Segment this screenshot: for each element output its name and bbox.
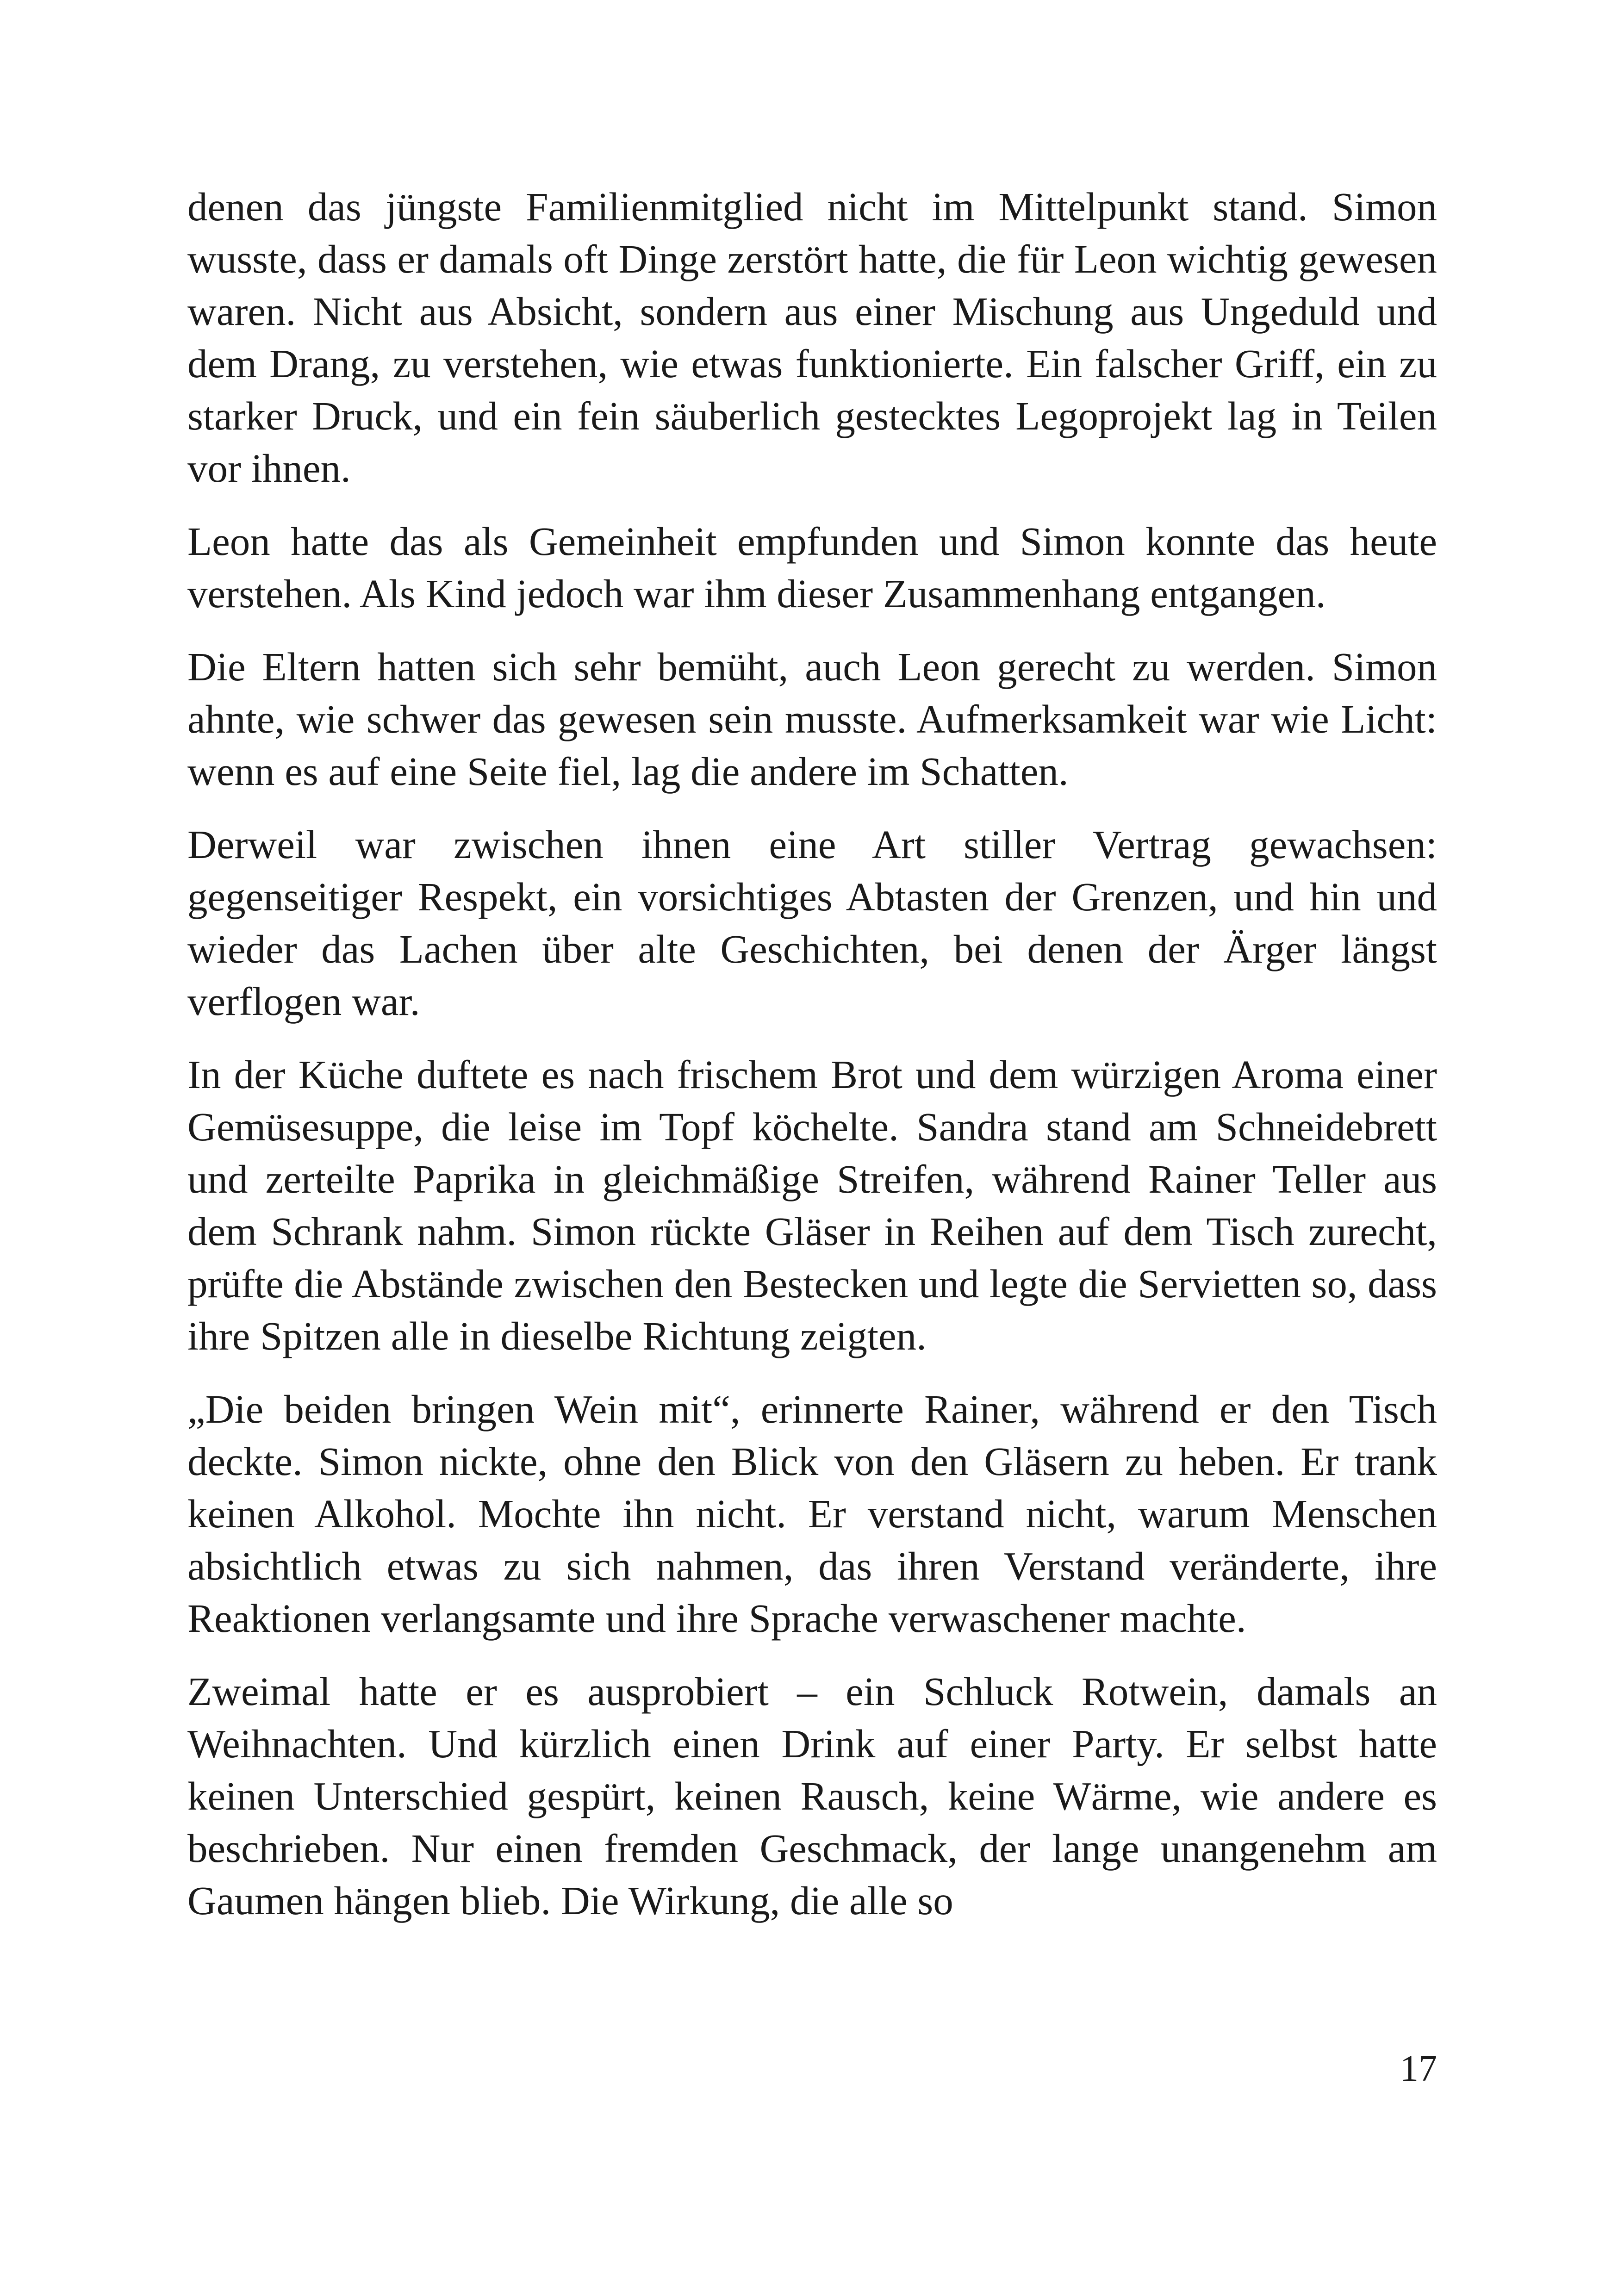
paragraph-4: Derweil war zwischen ihnen eine Art stiller Vertrag gewachsen: gegenseitiger Respekt, ein vorsichtiges Abtasten der Grenzen, und hin und wieder das Lachen über alte Geschichten, bei denen der Ärger längst verflogen war.	[187, 822, 1437, 1024]
body-text	[187, 180, 1437, 1948]
paragraph-2: Leon hatte das als Gemeinheit empfunden und Simon konnte das heute verstehen. Als Kind jedoch war ihm dieser Zusammenhang entgangen.	[187, 519, 1437, 616]
paragraph-6: „Die beiden bringen Wein mit“, erinnerte Rainer, während er den Tisch deckte. Simon nickte, ohne den Blick von den Gläsern zu heben. Er trank keinen Alkohol. Mochte ihn nicht. Er verstand nicht, warum Menschen absichtlich etwas zu sich nahmen, das ihren Verstand veränderte, ihre Reaktionen verlangsamte und ihre Sprache verwaschener machte.	[187, 1387, 1437, 1641]
paragraph-7: Zweimal hatte er es ausprobiert – ein Schluck Rotwein, damals an Weihnachten. Und kürzlich einen Drink auf einer Party. Er selbst hatte keinen Unterschied gespürt, keinen Rausch, keine Wärme, wie andere es beschrieben. Nur einen fremden Geschmack, der lange unangenehm am Gaumen hängen blieb. Die Wirkung, die alle so	[187, 1669, 1437, 1923]
paragraph-1: denen das jüngste Familienmitglied nicht im Mittelpunkt stand. Simon wusste, dass er damals oft Dinge zerstört hatte, die für Leon wichtig gewesen waren. Nicht aus Absicht, sondern aus einer Mischung aus Ungeduld und dem Drang, zu verstehen, wie etwas funktionierte. Ein falscher Griff, ein zu starker Druck, und ein fein säuberlich gestecktes Legoprojekt lag in Teilen vor ihnen.	[187, 184, 1437, 491]
paragraph-5: In der Küche duftete es nach frischem Brot und dem würzigen Aroma einer Gemüsesuppe, die leise im Topf köchelte. Sandra stand am Schneidebrett und zerteilte Paprika in gleichmäßige Streifen, während Rainer Teller aus dem Schrank nahm. Simon rückte Gläser in Reihen auf dem Tisch zurecht, prüfte die Abstände zwischen den Bestecken und legte die Servietten so, dass ihre Spitzen alle in dieselbe Richtung zeigten.	[187, 1052, 1437, 1358]
paragraph-3: Die Eltern hatten sich sehr bemüht, auch Leon gerecht zu werden. Simon ahnte, wie schwer das gewesen sein musste. Aufmerksamkeit war wie Licht: wenn es auf eine Seite fiel, lag die andere im Schatten.	[187, 644, 1437, 794]
page-number: 17	[1400, 2048, 1437, 2089]
